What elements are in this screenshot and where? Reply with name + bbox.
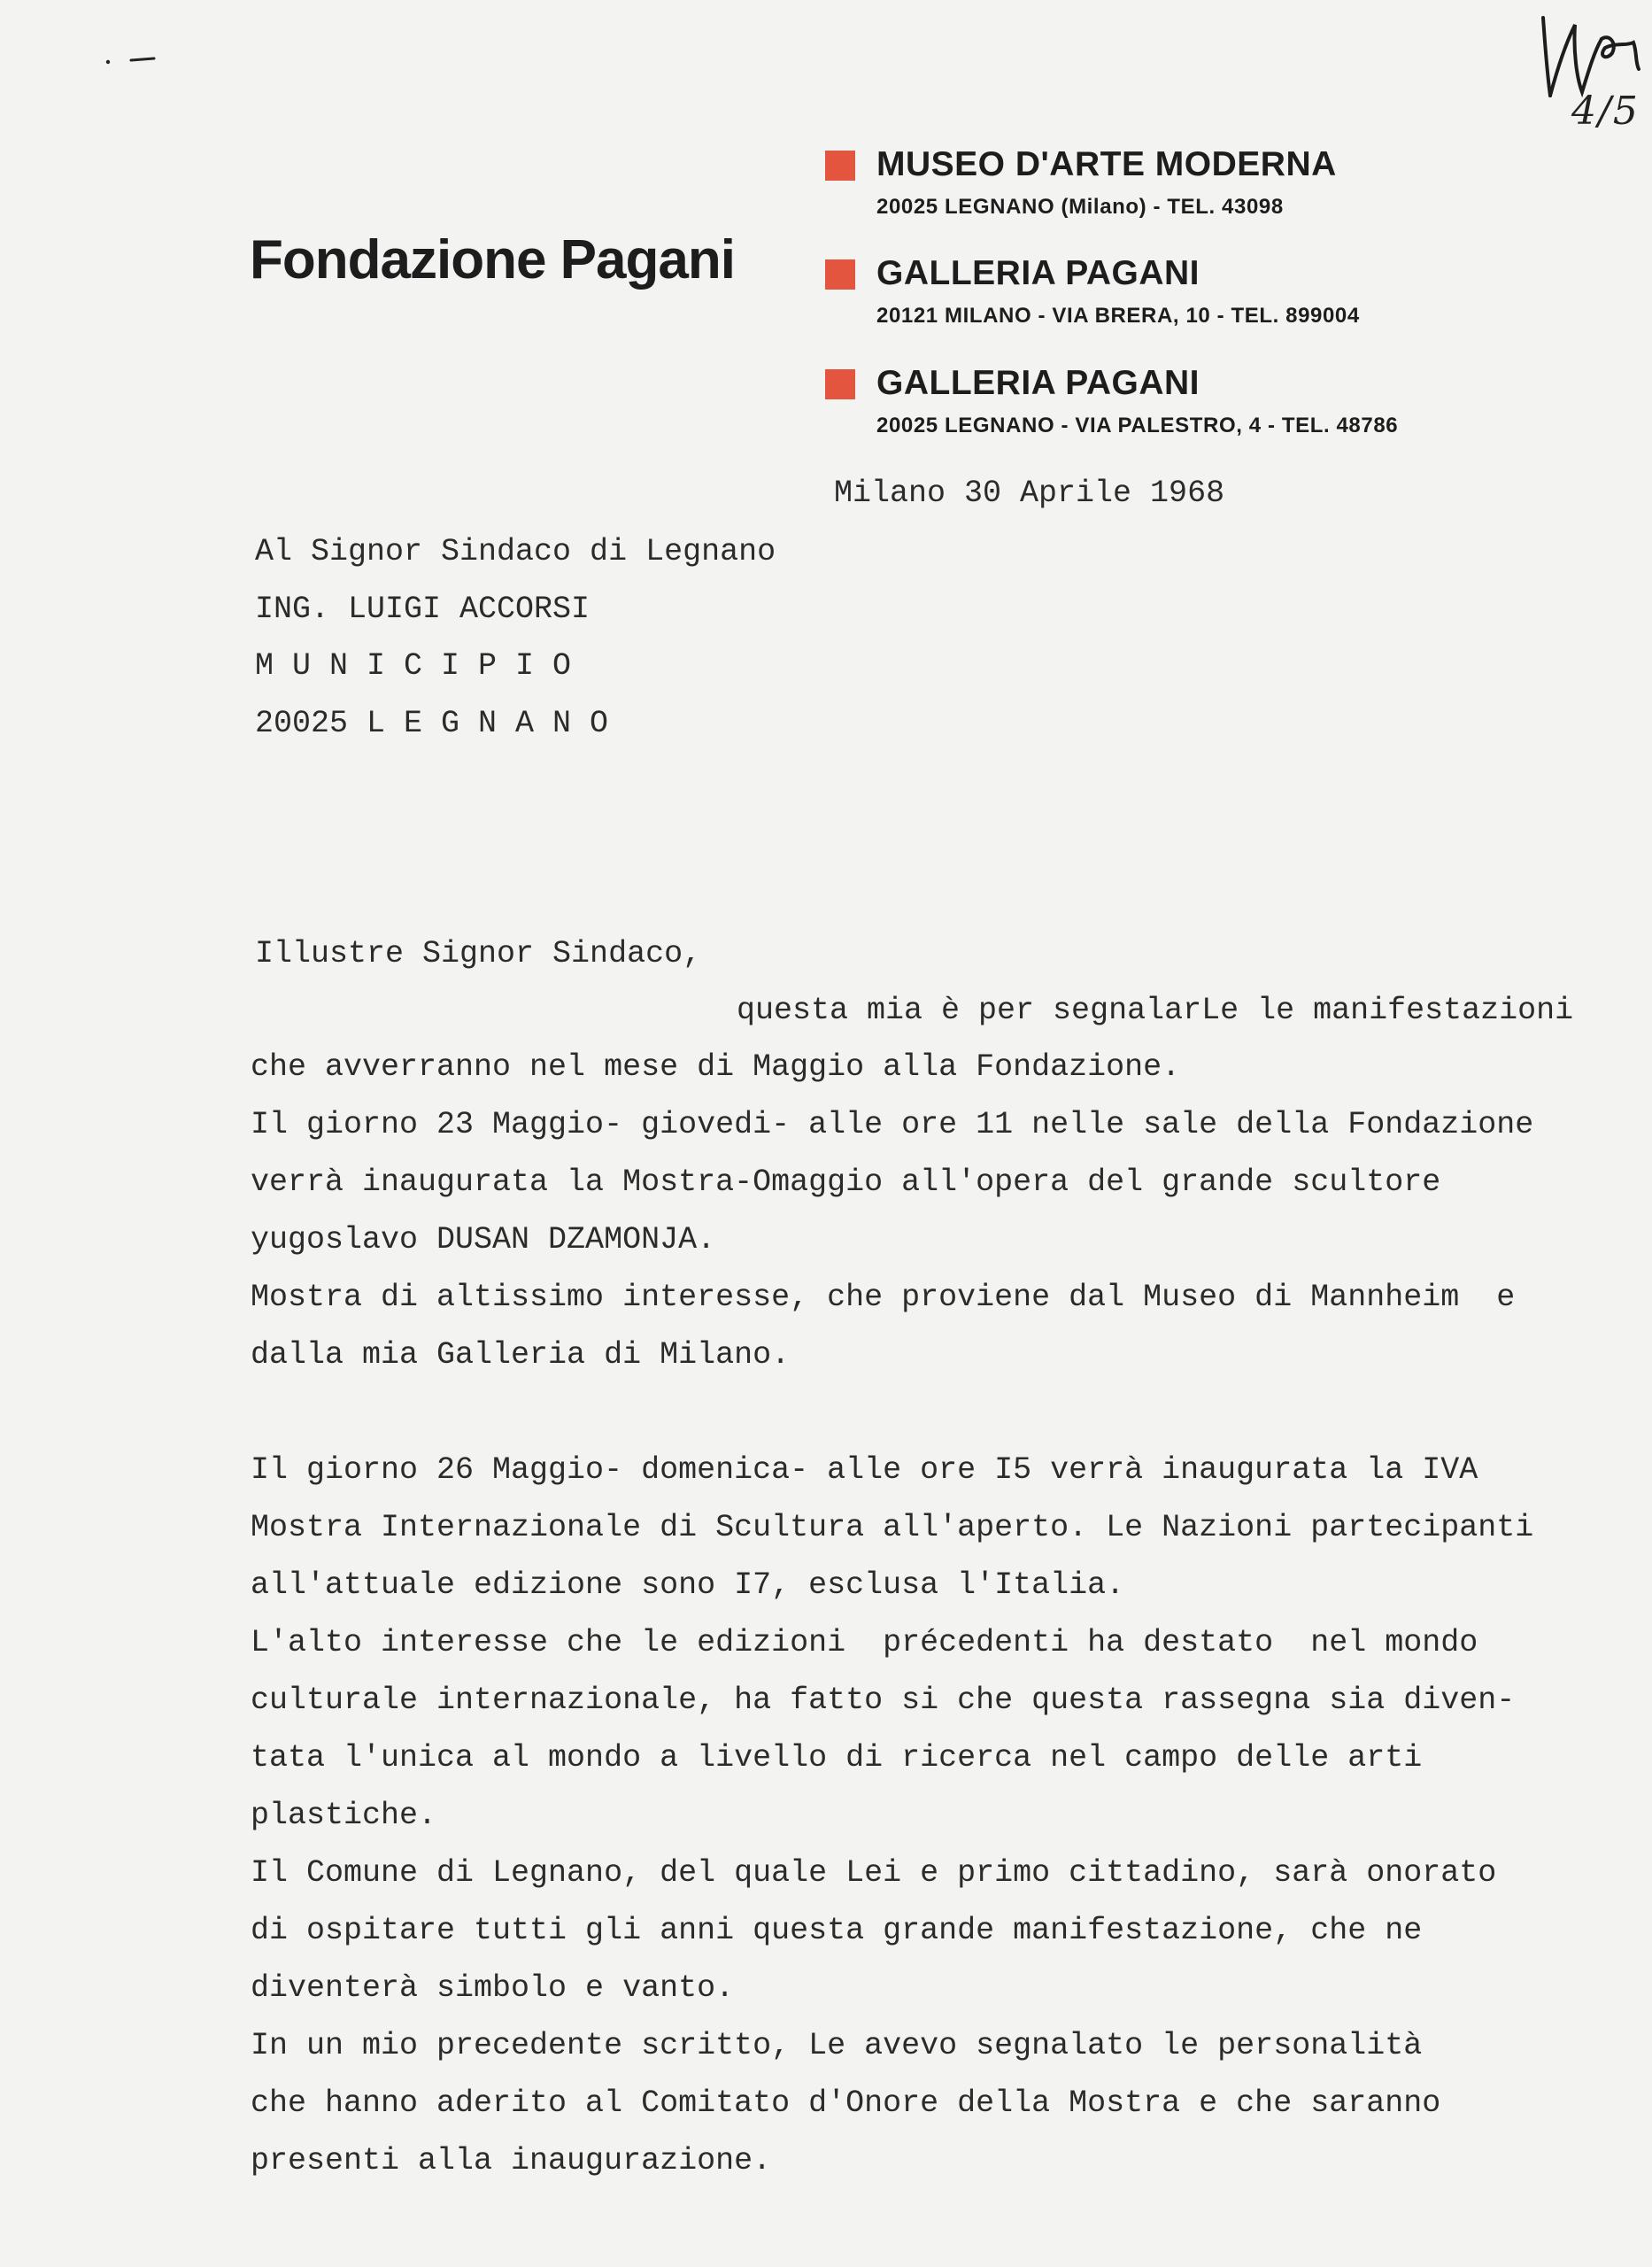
letter-date: Milano 30 Aprile 1968: [834, 476, 1225, 511]
venue-name: GALLERIA PAGANI: [876, 364, 1200, 402]
body-line: Il Comune di Legnano, del quale Lei e primo cittadino, sarà onorato: [251, 1855, 1497, 1891]
body-line: yugoslavo DUSAN DZAMONJA.: [251, 1222, 716, 1257]
handwritten-annotation: [1536, 7, 1647, 140]
body-line: di ospitare tutti gli anni questa grande manifestazione, che ne: [251, 1913, 1423, 1948]
body-line: tata l'unica al mondo a livello di ricerca nel campo delle arti: [251, 1740, 1423, 1776]
body-line: Il giorno 26 Maggio- domenica- alle ore I5 verrà inaugurata la IVA: [251, 1452, 1478, 1488]
body-line: Mostra di altissimo interesse, che proviene dal Museo di Mannheim e: [251, 1280, 1516, 1315]
recipient-line: M U N I C I P I O: [255, 648, 572, 684]
venue-name: GALLERIA PAGANI: [876, 254, 1200, 292]
body-line: Mostra Internazionale di Scultura all'aperto. Le Nazioni partecipanti: [251, 1510, 1534, 1545]
body-line: In un mio precedente scritto, Le avevo segnalato le personalità: [251, 2028, 1423, 2063]
body-line: presenti alla inaugurazione.: [251, 2143, 772, 2178]
body-line: verrà inaugurata la Mostra-Omaggio all'opera del grande scultore: [251, 1164, 1441, 1200]
body-line: dalla mia Galleria di Milano.: [251, 1337, 791, 1373]
venue-address: 20025 LEGNANO - VIA PALESTRO, 4 - TEL. 48786: [876, 414, 1399, 437]
body-line: questa mia è per segnalarLe le manifestazioni: [737, 993, 1574, 1028]
body-line: che hanno aderito al Comitato d'Onore della Mostra e che saranno: [251, 2085, 1441, 2121]
recipient-line: Al Signor Sindaco di Legnano: [255, 534, 776, 569]
red-square-icon: [825, 151, 855, 181]
venue-name: MUSEO D'ARTE MODERNA: [876, 145, 1337, 183]
page-number-handwritten: 4/5: [1571, 89, 1640, 134]
body-line: culturale internazionale, ha fatto si che questa rassegna sia diven-: [251, 1683, 1516, 1718]
body-line: all'attuale edizione sono I7, esclusa l'Italia.: [251, 1567, 1125, 1603]
body-line: plastiche.: [251, 1798, 437, 1833]
body-line: che avverranno nel mese di Maggio alla Fondazione.: [251, 1049, 1181, 1085]
red-square-icon: [825, 259, 855, 290]
pen-mark-icon: [104, 55, 158, 66]
body-line: L'alto interesse che le edizioni précedenti ha destato nel mondo: [251, 1625, 1478, 1660]
recipient-line: 20025 L E G N A N O: [255, 706, 609, 741]
foundation-name: Fondazione Pagani: [250, 229, 735, 290]
body-line: Il giorno 23 Maggio- giovedi- alle ore 11 nelle sale della Fondazione: [251, 1107, 1534, 1142]
recipient-line: ING. LUIGI ACCORSI: [255, 592, 591, 627]
venue-address: 20121 MILANO - VIA BRERA, 10 - TEL. 899004: [876, 304, 1360, 328]
venue-address: 20025 LEGNANO (Milano) - TEL. 43098: [876, 195, 1284, 219]
red-square-icon: [825, 369, 855, 399]
body-line: diventerà simbolo e vanto.: [251, 1970, 735, 2006]
salutation: Illustre Signor Sindaco,: [255, 936, 702, 971]
